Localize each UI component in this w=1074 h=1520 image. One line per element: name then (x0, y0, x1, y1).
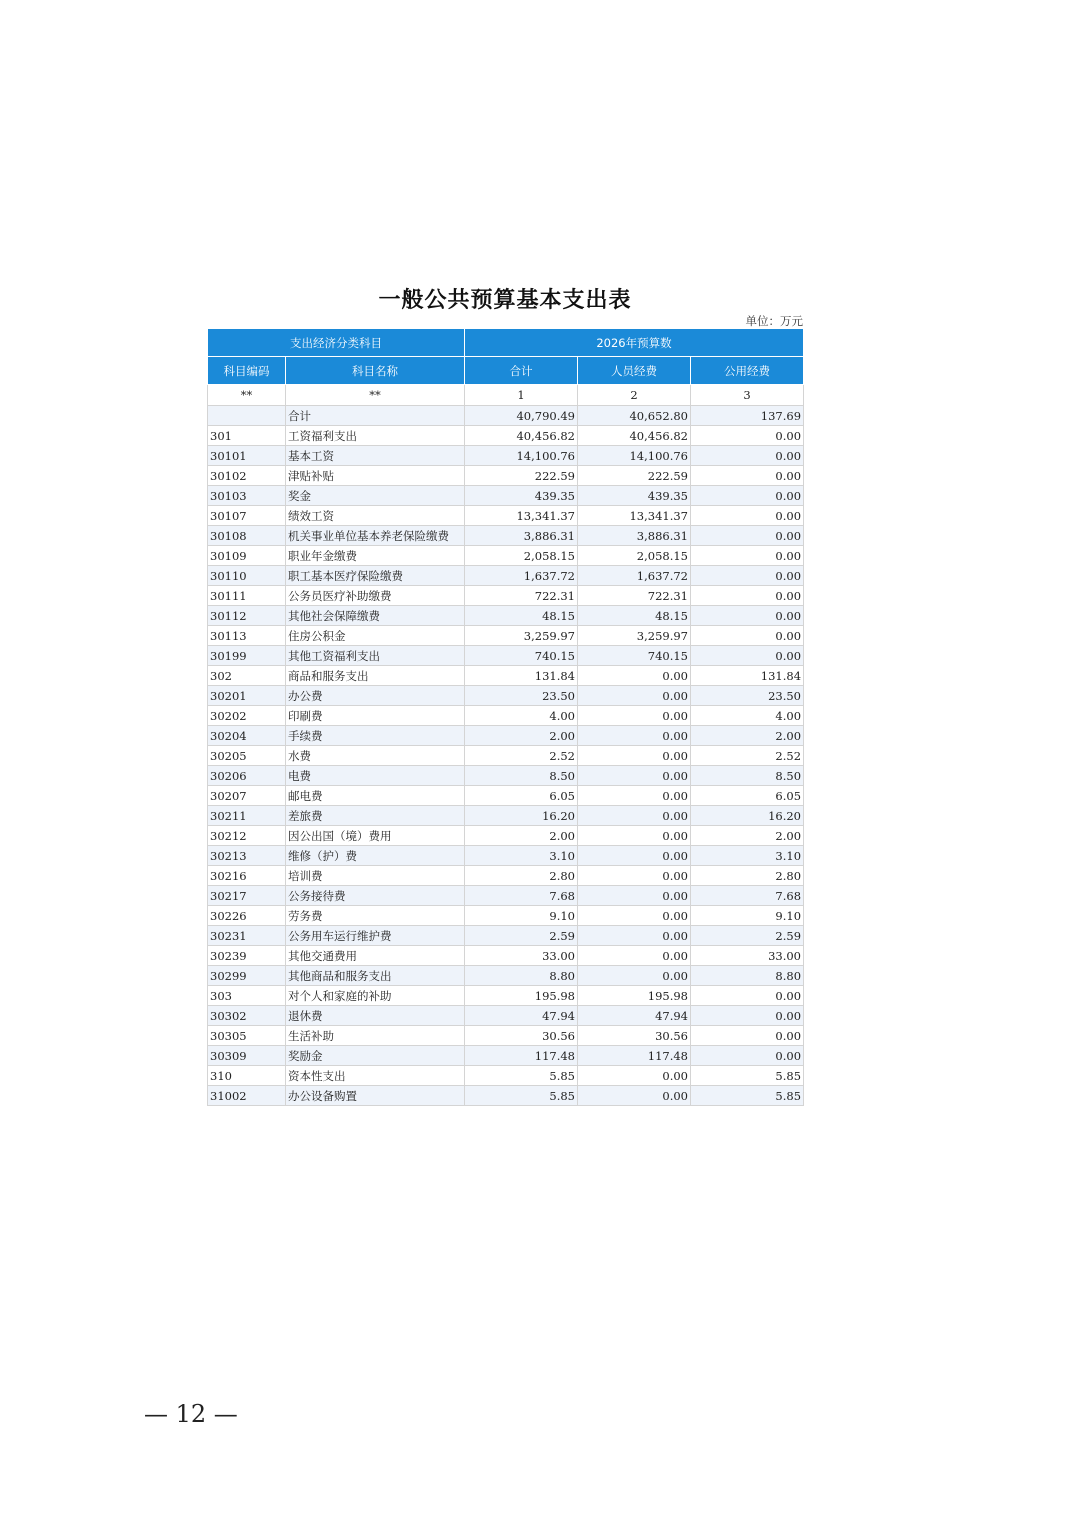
table-row (208, 526, 804, 546)
header-group-classification: 支出经济分类科目 (208, 329, 465, 357)
page-number: — 12 — (144, 1400, 238, 1428)
table-row (208, 726, 804, 746)
cell-total: 222.59 (465, 466, 578, 486)
cell-personnel: 0.00 (578, 906, 691, 926)
cell-public: 2.52 (691, 746, 804, 766)
cell-code: 31002 (208, 1086, 286, 1106)
cell-code: 30299 (208, 966, 286, 986)
cell-name: 基本工资 (286, 446, 465, 466)
cell-code: 30212 (208, 826, 286, 846)
cell-name: 因公出国（境）费用 (286, 826, 465, 846)
cell-total: 23.50 (465, 686, 578, 706)
header-total: 合计 (465, 357, 578, 385)
cell-code: 30211 (208, 806, 286, 826)
cell-total: 740.15 (465, 646, 578, 666)
cell-total: 439.35 (465, 486, 578, 506)
cell-total: 8.50 (465, 766, 578, 786)
table-row (208, 706, 804, 726)
cell-code: 30202 (208, 706, 286, 726)
header-personnel: 人员经费 (578, 357, 691, 385)
cell-name: 工资福利支出 (286, 426, 465, 446)
cell-code: 30302 (208, 1006, 286, 1026)
table-row (208, 846, 804, 866)
cell-code: 30103 (208, 486, 286, 506)
cell-personnel: 48.15 (578, 606, 691, 626)
cell-public: 3.10 (691, 846, 804, 866)
cell-total: 40,790.49 (465, 406, 578, 426)
cell-public: 0.00 (691, 1046, 804, 1066)
cell-total: 8.80 (465, 966, 578, 986)
cell-name: 职工基本医疗保险缴费 (286, 566, 465, 586)
table-row (208, 1026, 804, 1046)
cell-personnel: 3,259.97 (578, 626, 691, 646)
table-row (208, 1006, 804, 1026)
cell-public: 4.00 (691, 706, 804, 726)
cell-name: 资本性支出 (286, 1066, 465, 1086)
cell-code: 30109 (208, 546, 286, 566)
cell-personnel: 722.31 (578, 586, 691, 606)
cell-code: 302 (208, 666, 286, 686)
cell-name: 电费 (286, 766, 465, 786)
cell-code: 30231 (208, 926, 286, 946)
cell-public: 0.00 (691, 1006, 804, 1026)
cell-total: 2.59 (465, 926, 578, 946)
cell-total: 48.15 (465, 606, 578, 626)
cell-personnel: 0.00 (578, 826, 691, 846)
cell-name: 奖金 (286, 486, 465, 506)
cell-public: 137.69 (691, 406, 804, 426)
table-row (208, 886, 804, 906)
cell-name: 绩效工资 (286, 506, 465, 526)
table-row (208, 506, 804, 526)
cell-personnel: 3,886.31 (578, 526, 691, 546)
cell-personnel: 0.00 (578, 786, 691, 806)
table-row (208, 806, 804, 826)
cell-personnel: 1,637.72 (578, 566, 691, 586)
table-row (208, 666, 804, 686)
table-row (208, 866, 804, 886)
cell-personnel: 0.00 (578, 846, 691, 866)
budget-table (207, 328, 804, 1106)
cell-name: 印刷费 (286, 706, 465, 726)
cell-total: 5.85 (465, 1086, 578, 1106)
header-public: 公用经费 (691, 357, 804, 385)
table-row (208, 786, 804, 806)
cell-code: 30108 (208, 526, 286, 546)
marker-cell: 3 (691, 385, 804, 406)
cell-code: 30305 (208, 1026, 286, 1046)
cell-personnel: 740.15 (578, 646, 691, 666)
table-body (208, 385, 804, 1106)
marker-cell: 2 (578, 385, 691, 406)
cell-code: 30110 (208, 566, 286, 586)
cell-personnel: 0.00 (578, 666, 691, 686)
table-row (208, 426, 804, 446)
cell-public: 2.00 (691, 726, 804, 746)
table-row (208, 446, 804, 466)
cell-public: 0.00 (691, 646, 804, 666)
cell-total: 33.00 (465, 946, 578, 966)
header-code: 科目编码 (208, 357, 286, 385)
cell-name: 其他商品和服务支出 (286, 966, 465, 986)
cell-public: 0.00 (691, 546, 804, 566)
header-name: 科目名称 (286, 357, 465, 385)
cell-personnel: 0.00 (578, 866, 691, 886)
cell-total: 30.56 (465, 1026, 578, 1046)
cell-name: 其他交通费用 (286, 946, 465, 966)
marker-cell: ** (208, 385, 286, 406)
table-row (208, 926, 804, 946)
cell-personnel: 222.59 (578, 466, 691, 486)
cell-name: 公务接待费 (286, 886, 465, 906)
cell-public: 33.00 (691, 946, 804, 966)
cell-public: 9.10 (691, 906, 804, 926)
cell-name: 公务员医疗补助缴费 (286, 586, 465, 606)
cell-total: 195.98 (465, 986, 578, 1006)
cell-name: 住房公积金 (286, 626, 465, 646)
cell-public: 131.84 (691, 666, 804, 686)
table-row (208, 766, 804, 786)
cell-public: 0.00 (691, 1026, 804, 1046)
table-row (208, 486, 804, 506)
cell-public: 0.00 (691, 426, 804, 446)
cell-name: 办公费 (286, 686, 465, 706)
cell-public: 0.00 (691, 486, 804, 506)
cell-public: 16.20 (691, 806, 804, 826)
cell-public: 0.00 (691, 566, 804, 586)
table-row (208, 406, 804, 426)
cell-name: 其他工资福利支出 (286, 646, 465, 666)
cell-code: 30111 (208, 586, 286, 606)
cell-total: 3,259.97 (465, 626, 578, 646)
cell-personnel: 0.00 (578, 746, 691, 766)
cell-total: 3,886.31 (465, 526, 578, 546)
cell-total: 4.00 (465, 706, 578, 726)
table-row (208, 466, 804, 486)
cell-code: 30201 (208, 686, 286, 706)
cell-name: 生活补助 (286, 1026, 465, 1046)
cell-personnel: 0.00 (578, 726, 691, 746)
cell-code: 30207 (208, 786, 286, 806)
cell-personnel: 40,456.82 (578, 426, 691, 446)
cell-personnel: 195.98 (578, 986, 691, 1006)
cell-name: 退休费 (286, 1006, 465, 1026)
cell-personnel: 30.56 (578, 1026, 691, 1046)
cell-personnel: 0.00 (578, 766, 691, 786)
cell-code: 30206 (208, 766, 286, 786)
cell-name: 机关事业单位基本养老保险缴费 (286, 526, 465, 546)
cell-public: 6.05 (691, 786, 804, 806)
cell-name: 其他社会保障缴费 (286, 606, 465, 626)
cell-code: 30213 (208, 846, 286, 866)
table-row (208, 906, 804, 926)
cell-code: 30205 (208, 746, 286, 766)
cell-personnel: 0.00 (578, 966, 691, 986)
cell-personnel: 14,100.76 (578, 446, 691, 466)
cell-personnel: 0.00 (578, 886, 691, 906)
cell-personnel: 0.00 (578, 1086, 691, 1106)
cell-total: 47.94 (465, 1006, 578, 1026)
cell-public: 2.00 (691, 826, 804, 846)
cell-total: 40,456.82 (465, 426, 578, 446)
cell-personnel: 0.00 (578, 706, 691, 726)
cell-personnel: 47.94 (578, 1006, 691, 1026)
cell-personnel: 0.00 (578, 806, 691, 826)
cell-total: 2.80 (465, 866, 578, 886)
cell-total: 1,637.72 (465, 566, 578, 586)
cell-name: 商品和服务支出 (286, 666, 465, 686)
cell-total: 9.10 (465, 906, 578, 926)
cell-code: 30217 (208, 886, 286, 906)
marker-cell: ** (286, 385, 465, 406)
cell-public: 5.85 (691, 1066, 804, 1086)
cell-name: 培训费 (286, 866, 465, 886)
cell-personnel: 40,652.80 (578, 406, 691, 426)
table-row (208, 606, 804, 626)
cell-public: 0.00 (691, 526, 804, 546)
table-row (208, 1066, 804, 1086)
table-row (208, 546, 804, 566)
unit-label: 单位：万元 (745, 314, 803, 328)
cell-total: 5.85 (465, 1066, 578, 1086)
cell-name: 水费 (286, 746, 465, 766)
cell-code: 30239 (208, 946, 286, 966)
cell-code: 301 (208, 426, 286, 446)
cell-public: 2.59 (691, 926, 804, 946)
cell-total: 2.00 (465, 726, 578, 746)
cell-personnel: 0.00 (578, 1066, 691, 1086)
cell-code (208, 406, 286, 426)
cell-total: 3.10 (465, 846, 578, 866)
cell-name: 手续费 (286, 726, 465, 746)
cell-public: 0.00 (691, 466, 804, 486)
cell-personnel: 13,341.37 (578, 506, 691, 526)
table-row (208, 1086, 804, 1106)
cell-personnel: 2,058.15 (578, 546, 691, 566)
cell-personnel: 0.00 (578, 946, 691, 966)
table-row (208, 946, 804, 966)
cell-code: 30204 (208, 726, 286, 746)
cell-total: 6.05 (465, 786, 578, 806)
cell-total: 16.20 (465, 806, 578, 826)
cell-name: 维修（护）费 (286, 846, 465, 866)
cell-public: 23.50 (691, 686, 804, 706)
cell-name: 劳务费 (286, 906, 465, 926)
cell-name: 津贴补贴 (286, 466, 465, 486)
cell-name: 对个人和家庭的补助 (286, 986, 465, 1006)
header-group-budget: 2026年预算数 (465, 329, 804, 357)
cell-name: 邮电费 (286, 786, 465, 806)
cell-public: 8.50 (691, 766, 804, 786)
cell-code: 30113 (208, 626, 286, 646)
cell-code: 30112 (208, 606, 286, 626)
table-row (208, 586, 804, 606)
cell-public: 0.00 (691, 626, 804, 646)
cell-total: 131.84 (465, 666, 578, 686)
cell-name: 差旅费 (286, 806, 465, 826)
cell-code: 30101 (208, 446, 286, 466)
table-row (208, 686, 804, 706)
cell-public: 7.68 (691, 886, 804, 906)
table-row (208, 566, 804, 586)
cell-public: 2.80 (691, 866, 804, 886)
cell-personnel: 117.48 (578, 1046, 691, 1066)
cell-code: 30107 (208, 506, 286, 526)
table-row (208, 966, 804, 986)
cell-name: 合计 (286, 406, 465, 426)
table-title: 一般公共预算基本支出表 (378, 288, 632, 313)
table-row (208, 626, 804, 646)
cell-public: 8.80 (691, 966, 804, 986)
cell-total: 13,341.37 (465, 506, 578, 526)
cell-personnel: 0.00 (578, 926, 691, 946)
cell-code: 30309 (208, 1046, 286, 1066)
cell-name: 职业年金缴费 (286, 546, 465, 566)
cell-public: 5.85 (691, 1086, 804, 1106)
cell-public: 0.00 (691, 606, 804, 626)
cell-public: 0.00 (691, 506, 804, 526)
marker-row (208, 385, 804, 406)
cell-code: 30199 (208, 646, 286, 666)
cell-code: 30226 (208, 906, 286, 926)
cell-total: 722.31 (465, 586, 578, 606)
cell-total: 14,100.76 (465, 446, 578, 466)
cell-name: 办公设备购置 (286, 1086, 465, 1106)
cell-total: 2,058.15 (465, 546, 578, 566)
cell-personnel: 0.00 (578, 686, 691, 706)
cell-total: 7.68 (465, 886, 578, 906)
cell-code: 310 (208, 1066, 286, 1086)
cell-code: 30102 (208, 466, 286, 486)
table-row (208, 746, 804, 766)
cell-public: 0.00 (691, 986, 804, 1006)
cell-personnel: 439.35 (578, 486, 691, 506)
cell-name: 公务用车运行维护费 (286, 926, 465, 946)
cell-public: 0.00 (691, 446, 804, 466)
cell-name: 奖励金 (286, 1046, 465, 1066)
table-row (208, 826, 804, 846)
marker-cell: 1 (465, 385, 578, 406)
table-row (208, 986, 804, 1006)
cell-code: 303 (208, 986, 286, 1006)
cell-public: 0.00 (691, 586, 804, 606)
table-row (208, 1046, 804, 1066)
table-row (208, 646, 804, 666)
cell-total: 2.00 (465, 826, 578, 846)
cell-total: 2.52 (465, 746, 578, 766)
cell-code: 30216 (208, 866, 286, 886)
cell-total: 117.48 (465, 1046, 578, 1066)
